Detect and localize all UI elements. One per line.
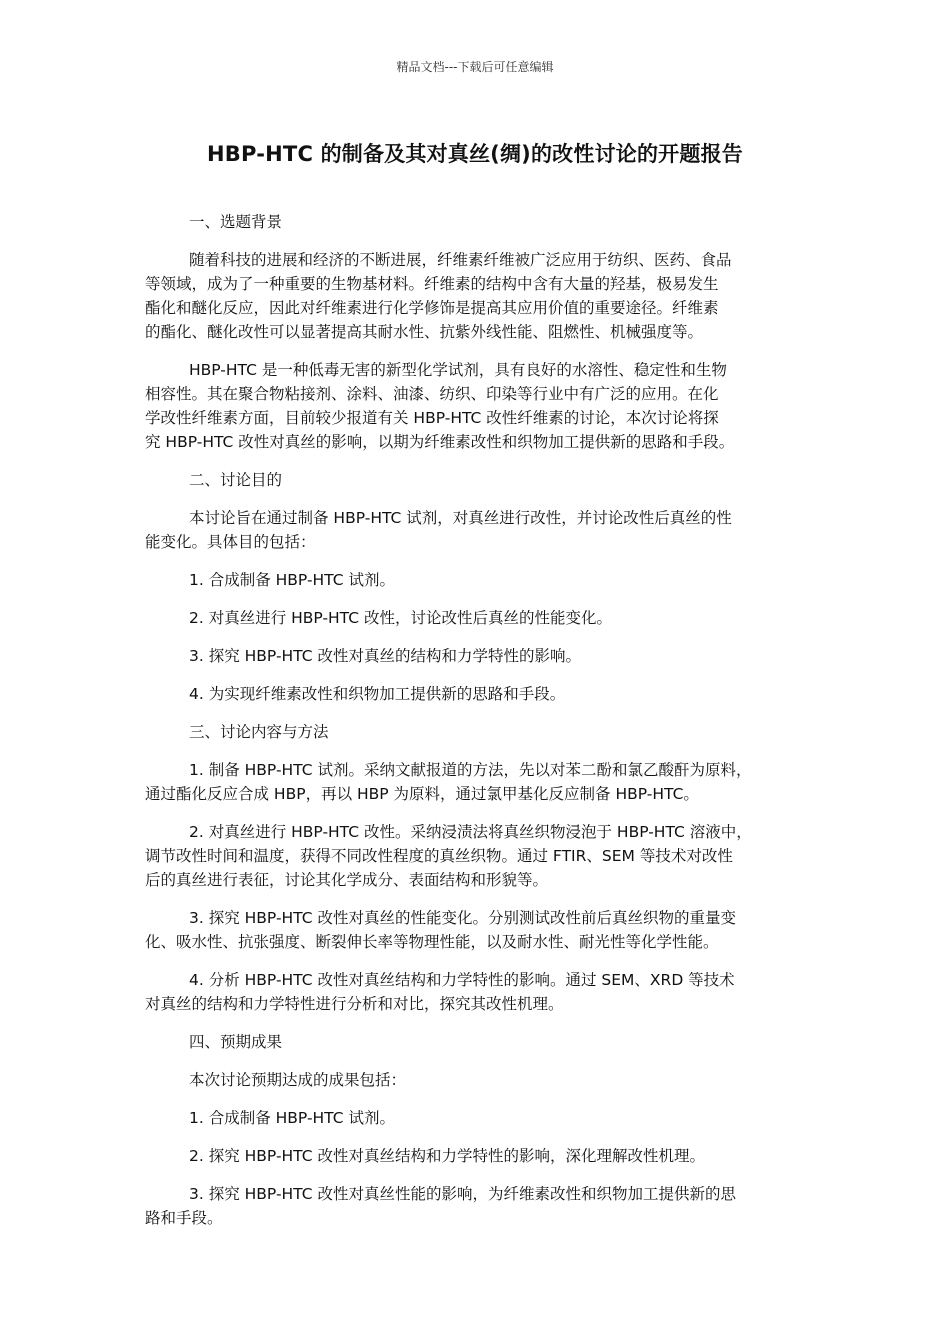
text-line: 2. 对真丝进行 HBP-HTC 改性。采纳浸渍法将真丝织物浸泡于 HBP-HTC 溶液中，	[189, 823, 752, 841]
paragraph-spacer	[145, 1016, 810, 1030]
paragraph-spacer	[145, 1130, 810, 1144]
paragraph-spacer	[145, 806, 810, 820]
text-line: 2. 对真丝进行 HBP-HTC 改性，讨论改性后真丝的性能变化。	[189, 609, 612, 627]
text-line: 4. 为实现纤维素改性和织物加工提供新的思路和手段。	[189, 685, 566, 703]
paragraph-spacer	[145, 234, 810, 248]
paragraph	[145, 468, 810, 492]
paragraph-spacer	[145, 668, 810, 682]
paragraph	[145, 358, 810, 454]
paragraph-spacer	[145, 630, 810, 644]
text-line: 2. 探究 HBP-HTC 改性对真丝结构和力学特性的影响，深化理解改性机理。	[189, 1147, 705, 1165]
document-body	[145, 210, 810, 1230]
text-line: 四、预期成果	[189, 1033, 283, 1051]
paragraph-spacer	[145, 592, 810, 606]
paragraph-spacer	[145, 954, 810, 968]
paragraph	[145, 606, 810, 630]
paragraph	[145, 248, 810, 344]
text-line: 1. 制备 HBP-HTC 试剂。采纳文献报道的方法，先以对苯二酚和氯乙酸酐为原料，	[189, 761, 752, 779]
text-line: 3. 探究 HBP-HTC 改性对真丝性能的影响，为纤维素改性和织物加工提供新的思	[189, 1185, 736, 1203]
text-line: 学改性纤维素方面，目前较少报道有关 HBP-HTC 改性纤维素的讨论，本次讨论将探	[145, 409, 719, 427]
text-line: 路和手段。	[145, 1209, 223, 1227]
paragraph-spacer	[145, 1054, 810, 1068]
document-title: HBP-HTC 的制备及其对真丝(绸)的改性讨论的开题报告	[207, 142, 743, 166]
text-line: 1. 合成制备 HBP-HTC 试剂。	[189, 1109, 395, 1127]
paragraph	[145, 1182, 810, 1230]
paragraph	[145, 644, 810, 668]
text-line: 4. 分析 HBP-HTC 改性对真丝结构和力学特性的影响。通过 SEM、XRD 等技术	[189, 971, 735, 989]
text-line: 三、讨论内容与方法	[189, 723, 329, 741]
paragraph	[145, 1030, 810, 1054]
paragraph	[145, 820, 810, 892]
paragraph	[145, 968, 810, 1016]
text-line: 化、吸水性、抗张强度、断裂伸长率等物理性能，以及耐水性、耐光性等化学性能。	[145, 933, 719, 951]
text-line: 1. 合成制备 HBP-HTC 试剂。	[189, 571, 395, 589]
paragraph-spacer	[145, 492, 810, 506]
paragraph-spacer	[145, 1168, 810, 1182]
paragraph	[145, 720, 810, 744]
text-line: 究 HBP-HTC 改性对真丝的影响，以期为纤维素改性和织物加工提供新的思路和手段。	[145, 433, 735, 451]
paragraph-spacer	[145, 344, 810, 358]
text-line: 随着科技的进展和经济的不断进展，纤维素纤维被广泛应用于纺织、医药、食品	[189, 251, 732, 269]
paragraph	[145, 906, 810, 954]
text-line: 能变化。具体目的包括：	[145, 533, 316, 551]
text-line: HBP-HTC 是一种低毒无害的新型化学试剂，具有良好的水溶性、稳定性和生物	[189, 361, 727, 379]
text-line: 3. 探究 HBP-HTC 改性对真丝的性能变化。分别测试改性前后真丝织物的重量变	[189, 909, 736, 927]
paragraph-spacer	[145, 744, 810, 758]
paragraph-spacer	[145, 706, 810, 720]
text-line: 酯化和醚化反应，因此对纤维素进行化学修饰是提高其应用价值的重要途径。纤维素	[145, 299, 719, 317]
paragraph	[145, 506, 810, 554]
text-line: 等领域，成为了一种重要的生物基材料。纤维素的结构中含有大量的羟基，极易发生	[145, 275, 719, 293]
paragraph-spacer	[145, 892, 810, 906]
paragraph	[145, 682, 810, 706]
paragraph	[145, 210, 810, 234]
text-line: 本讨论旨在通过制备 HBP-HTC 试剂，对真丝进行改性，并讨论改性后真丝的性	[189, 509, 732, 527]
text-line: 的酯化、醚化改性可以显著提高其耐水性、抗紫外线性能、阻燃性、机械强度等。	[145, 323, 704, 341]
text-line: 二、讨论目的	[189, 471, 283, 489]
paragraph-spacer	[145, 554, 810, 568]
paragraph	[145, 758, 810, 806]
paragraph	[145, 1106, 810, 1130]
text-line: 后的真丝进行表征，讨论其化学成分、表面结构和形貌等。	[145, 871, 549, 889]
text-line: 一、选题背景	[189, 213, 283, 231]
text-line: 相容性。其在聚合物粘接剂、涂料、油漆、纺织、印染等行业中有广泛的应用。在化	[145, 385, 719, 403]
paragraph-spacer	[145, 454, 810, 468]
page-header-text: 精品文档---下载后可任意编辑	[396, 60, 554, 74]
paragraph-spacer	[145, 1092, 810, 1106]
text-line: 调节改性时间和温度，获得不同改性程度的真丝织物。通过 FTIR、SEM 等技术对改性	[145, 847, 733, 865]
text-line: 3. 探究 HBP-HTC 改性对真丝的结构和力学特性的影响。	[189, 647, 581, 665]
paragraph	[145, 568, 810, 592]
text-line: 本次讨论预期达成的成果包括：	[189, 1071, 407, 1089]
text-line: 对真丝的结构和力学特性进行分析和对比，探究其改性机理。	[145, 995, 564, 1013]
paragraph	[145, 1144, 810, 1168]
paragraph	[145, 1068, 810, 1092]
text-line: 通过酯化反应合成 HBP，再以 HBP 为原料，通过氯甲基化反应制备 HBP-HTC。	[145, 785, 699, 803]
